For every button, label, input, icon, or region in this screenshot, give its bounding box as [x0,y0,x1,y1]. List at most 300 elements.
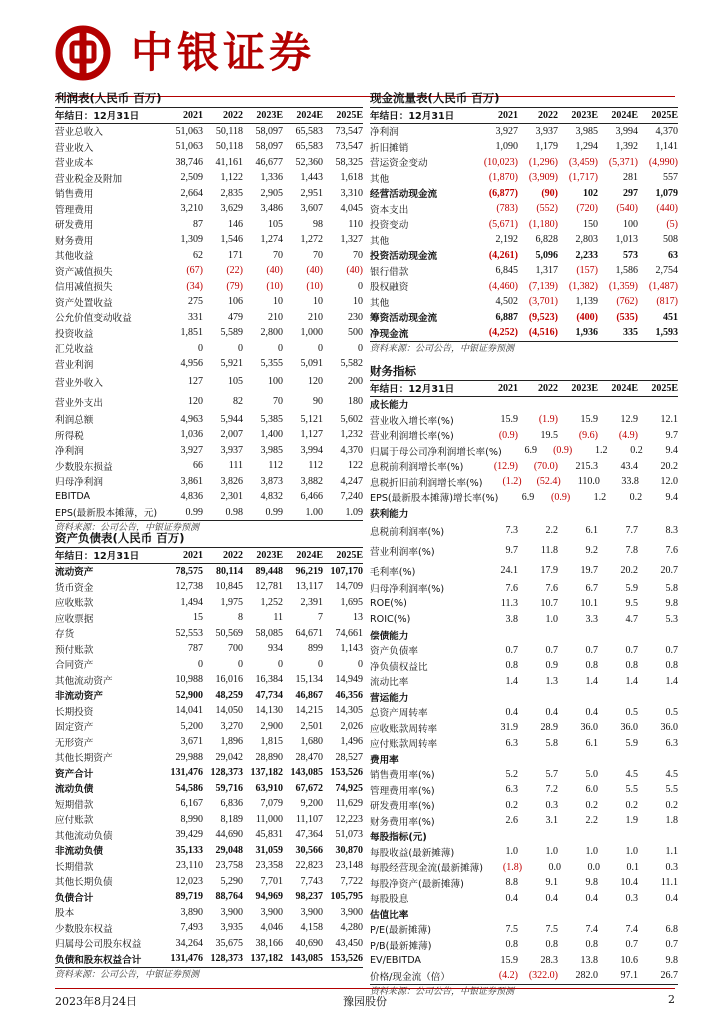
cell-value: 65,583 [295,141,323,153]
table-title: 现金流量表(人民币 百万) [370,90,678,108]
cell-value: 8.8 [505,877,518,889]
row-label: P/E(最新摊薄) [370,925,431,937]
cell-value: 52,553 [175,627,203,639]
cell-value: 230 [348,311,363,323]
column-header-year: 2023E [256,549,283,561]
cell-value: 5,290 [220,875,243,887]
column-header-year: 2021 [498,109,518,121]
cell-value: (1.8) [502,861,523,873]
cell-value: 7,722 [340,875,363,887]
cell-value: (10) [306,280,323,292]
table-row [370,813,678,829]
cell-value: 0.0 [587,861,601,873]
cell-value: 28,890 [255,751,283,763]
cell-value: 6,466 [300,491,323,503]
row-label: 销售费用率(%) [370,770,435,782]
row-label: EPS(最新股本摊薄)增长率(%) [370,493,499,505]
table-row [370,139,678,155]
cell-value: 63 [668,249,678,261]
row-label: 营业利润增长率(%) [370,431,454,443]
table-row [370,891,678,907]
cell-value: 4,045 [340,203,363,215]
cell-value: (1,382) [568,280,598,292]
cell-value: 9.4 [665,445,678,457]
row-label: 资产减值损失 [55,266,113,278]
table-row [370,922,678,938]
cell-value: 23,110 [175,860,203,872]
table-row [370,428,678,444]
cell-value: 0.0 [548,861,562,873]
cell-value: 1,443 [300,172,323,184]
cell-value: 3,994 [615,125,638,137]
cell-value: 4,280 [340,922,363,934]
cell-value: 29,988 [175,751,203,763]
cell-value: (3,459) [568,156,598,168]
cell-value: 7.3 [505,525,518,536]
cell-value: (5,371) [608,156,638,168]
row-label: 无形资产 [55,737,94,749]
cell-value: 1.0 [585,846,598,858]
cell-value: 5,921 [220,358,243,370]
cell-value: 38,166 [255,937,283,949]
cell-value: 45,831 [255,829,283,841]
table-source: 资料来源：公司公告，中银证券预测 [370,341,678,357]
cell-value: 137,182 [250,767,283,779]
row-label: 每股经营现金流(最新摊薄) [370,863,484,875]
table-row [55,765,363,781]
cell-value: 35,133 [175,844,203,856]
cell-value: 2,800 [260,327,283,339]
cell-value: 297 [623,187,638,199]
cell-value: 7.7 [625,525,638,536]
cell-value: (3,909) [528,172,558,184]
table-row [55,392,363,412]
cell-value: 4,502 [495,296,518,308]
cell-value: 26.7 [660,970,678,982]
cell-value: (157) [576,265,598,277]
cell-value: (762) [616,296,638,308]
table-row [370,751,678,767]
cell-value: 5,091 [300,358,323,370]
cell-value: 0.2 [625,799,638,811]
cell-value: 12.1 [660,414,678,426]
row-label: 毛利率(%) [370,566,416,578]
cell-value: (40) [306,265,323,277]
cell-value: 2,007 [220,429,243,441]
cell-value: 29,048 [215,844,243,856]
cell-value: 557 [663,172,678,184]
cell-value: 0 [238,658,243,670]
cell-value: 1,327 [340,234,363,246]
table-row [370,186,678,202]
cell-value: 0.3 [545,799,558,811]
cell-value: 6.3 [505,737,518,749]
cell-value: 0.3 [625,892,638,904]
table-row [55,672,363,688]
cell-value: 1,139 [575,296,598,308]
cell-value: 9.8 [665,954,678,966]
table-row [55,124,363,140]
cell-value: 70 [313,249,323,261]
cell-value: 3,937 [220,444,243,456]
cell-value: 52,900 [175,689,203,701]
cell-value: 1,127 [300,429,323,441]
table-row [55,325,363,341]
row-label: 资产负债率 [370,646,418,658]
cell-value: 5.7 [545,768,558,780]
cell-value: 700 [228,643,243,655]
cell-value: 51,063 [175,125,203,137]
cell-value: 96,219 [295,565,323,577]
cell-value: 3,882 [300,475,323,487]
cell-value: 2,233 [575,249,598,261]
cell-value: 30,870 [335,844,363,856]
table-row [55,641,363,657]
cell-value: 0 [198,342,203,354]
column-header-year: 2024E [296,549,323,561]
row-label: 股权融资 [370,282,409,294]
cell-value: 451 [663,311,678,323]
cell-value: 0.7 [585,644,598,656]
cell-value: 70 [353,249,363,261]
cell-value: 46,867 [295,689,323,701]
row-label: 其他流动负债 [55,830,113,842]
cell-value: 1,309 [180,234,203,246]
cell-value: 2,391 [300,596,323,608]
cell-value: 9,200 [300,798,323,810]
cell-value: 9.7 [665,429,678,441]
column-header-label: 年结日：12月31日 [55,551,140,563]
cell-value: 0.4 [545,706,558,718]
cell-value: 5.5 [625,784,638,796]
table-row [55,443,363,459]
cell-value: 2,501 [300,720,323,732]
row-label: 固定资产 [55,722,94,734]
table-row [55,796,363,812]
row-label: 每股指标(元) [370,832,427,844]
cell-value: 50,118 [215,125,243,137]
cell-value: 3,270 [220,720,243,732]
row-label: 少数股东损益 [55,461,113,473]
cell-value: 10.6 [620,954,638,966]
cell-value: 7,493 [180,922,203,934]
cell-value: 6.9 [524,445,537,457]
cell-value: 36.0 [660,722,678,734]
cell-value: 19.5 [540,429,558,441]
cell-value: 98,237 [295,891,323,903]
cell-value: 7,701 [260,875,283,887]
row-label: 研发费用 [55,220,94,232]
cell-value: 112 [308,460,323,472]
cell-value: (322.0) [528,970,558,982]
cell-value: 28.9 [540,722,558,734]
cell-value: 1,336 [260,172,283,184]
row-label: 营业利润 [55,359,94,371]
cell-value: 127 [188,376,203,387]
row-label: 每股净资产(最新摊薄) [370,878,464,890]
row-label: 合同资产 [55,660,94,672]
table-row [370,294,678,310]
cell-value: 153,526 [330,767,363,779]
cell-value: 11.3 [500,598,518,610]
cell-value: 39,429 [175,829,203,841]
cell-value: 3,900 [340,906,363,918]
cell-value: 28.3 [540,954,558,966]
cell-value: 573 [623,249,638,261]
column-header-year: 2023E [571,382,598,394]
cell-value: 5,200 [180,720,203,732]
cell-value: 153,526 [330,953,363,965]
cell-value: 210 [308,311,323,323]
table-row [370,798,678,814]
cell-value: 0.7 [665,644,678,656]
row-label: 应付账款 [55,815,94,827]
cell-value: 500 [348,327,363,339]
table-row [370,720,678,736]
cell-value: 7.4 [585,923,598,935]
row-label: 财务费用 [55,235,94,247]
cell-value: 89,719 [175,891,203,903]
cell-value: 2.2 [545,525,558,536]
cell-value: 1,000 [300,327,323,339]
cell-value: 8,189 [220,813,243,825]
cell-value: 1,494 [180,596,203,608]
cell-value: 1.0 [625,846,638,858]
row-label: 管理费用 [55,204,94,216]
cell-value: 4,247 [340,475,363,487]
cell-value: 5,121 [300,413,323,425]
table-row [55,505,363,521]
table-row [370,263,678,279]
cell-value: 19.7 [580,565,598,576]
cell-value: 80,114 [216,565,243,577]
cell-value: 1,013 [615,234,638,246]
table-row [55,688,363,704]
cell-value: 107,170 [330,565,363,577]
column-header-year: 2023E [256,109,283,121]
row-label: 所得税 [55,430,84,442]
cell-value: 3,937 [535,125,558,137]
table-row [55,564,363,580]
table-row [55,905,363,921]
row-label: 营业外支出 [55,397,103,409]
cell-value: 47,734 [255,689,283,701]
table-row [370,170,678,186]
footer-company: 豫园股份 [343,995,387,1008]
cell-value: 1.4 [625,675,638,687]
table-row [370,474,678,490]
cell-value: 14,949 [335,674,363,686]
row-label: 公允价值变动收益 [55,313,132,325]
cell-value: (4.9) [618,429,638,441]
cell-value: 0 [358,280,363,292]
cell-value: (1,359) [608,280,638,292]
cell-value: 74,661 [335,627,363,639]
cell-value: 6.1 [585,737,598,749]
cell-value: 1,143 [340,643,363,655]
row-label: EBITDA [55,491,91,503]
cell-value: 0.5 [665,706,678,718]
table-row [55,139,363,155]
cell-value: 52,360 [295,156,323,168]
table-row [370,443,678,459]
row-label: 管理费用率(%) [370,785,435,797]
cell-value: 3,927 [495,125,518,137]
cell-value: 2.2 [585,815,598,827]
cell-value: 1,392 [615,141,638,153]
table-row [55,186,363,202]
cell-value: 1,896 [220,736,243,748]
cell-value: 1,695 [340,596,363,608]
row-label: 其他收益 [55,251,94,263]
table-row [55,781,363,797]
cell-value: 63,910 [255,782,283,794]
cell-value: 0.8 [505,660,518,672]
cell-value: 105 [268,218,283,230]
table-row [55,734,363,750]
table-source: 资料来源：公司公告，中银证券预测 [55,520,363,536]
cell-value: 10 [273,296,283,308]
cell-value: 40,690 [295,937,323,949]
cell-value: 30,566 [295,844,323,856]
cell-value: 28,527 [335,751,363,763]
cell-value: 1,179 [535,141,558,153]
cell-value: 7.2 [545,784,558,796]
cell-value: 137,182 [250,953,283,965]
cell-value: 3,985 [260,444,283,456]
cell-value: 110.0 [577,476,600,488]
column-header-year: 2025E [651,109,678,121]
row-label: 息税前利润率(%) [370,526,445,538]
cell-value: 65,583 [295,125,323,137]
row-label: 货币资金 [55,582,94,594]
table-row [370,937,678,953]
cell-value: 1.2 [594,445,608,457]
cell-value: 1.4 [665,675,678,687]
cell-value: 4.5 [665,768,678,780]
table-row [55,294,363,310]
cell-value: 0.7 [625,644,638,656]
cell-value: 10,845 [215,581,243,593]
cell-value: 2,754 [655,265,678,277]
row-label: 股本 [55,908,75,920]
cell-value: (22) [226,265,243,277]
cell-value: 281 [623,172,638,184]
table-row [370,412,678,428]
cell-value: 13,117 [295,581,323,593]
cell-value: 87 [193,218,203,230]
cell-value: 1.9 [625,815,638,827]
cell-value: 48,259 [215,689,243,701]
row-label: 总资产周转率 [370,708,428,720]
cell-value: 12,738 [175,581,203,593]
cell-value: 120 [188,396,203,407]
page-footer [55,988,675,1008]
cell-value: 12,781 [255,581,283,593]
table-row [370,596,678,612]
row-label: 净利润 [370,127,399,139]
row-label: P/B(最新摊薄) [370,940,432,952]
cell-value: 0.8 [665,660,678,672]
cell-value: 2,192 [495,234,518,246]
table-row [55,170,363,186]
cell-value: 0 [318,342,323,354]
table-row [55,626,363,642]
cell-value: 210 [268,311,283,323]
table-row [370,658,678,674]
column-header-year: 2021 [498,382,518,394]
table-row [55,341,363,357]
table-row [55,263,363,279]
cell-value: 0 [278,342,283,354]
cell-value: 0 [358,342,363,354]
cell-value: 38,746 [175,156,203,168]
row-label: 获利能力 [370,508,409,520]
cell-value: 14,305 [335,705,363,717]
cell-value: (9,523) [528,311,558,323]
table-row [55,217,363,233]
cell-value: 479 [228,311,243,323]
table-row [55,279,363,295]
row-label: 应收账款 [55,598,94,610]
cell-value: (4.2) [498,970,518,982]
cell-value: 6.9 [521,491,535,503]
column-header-year: 2024E [296,109,323,121]
cell-value: 110 [348,218,363,230]
cell-value: 1,618 [340,172,363,184]
row-label: 营业利润率(%) [370,546,435,558]
cell-value: 331 [188,311,203,323]
table-row [55,458,363,474]
cell-value: 6.3 [505,784,518,796]
cell-value: 20.2 [620,565,638,576]
column-header-year: 2022 [223,549,243,561]
cell-value: 4,832 [260,491,283,503]
row-label: 营业成本 [55,158,94,170]
cell-value: (1.2) [502,476,522,488]
cell-value: 5,385 [260,413,283,425]
cell-value: (5,671) [488,218,518,230]
cell-value: 0.8 [505,939,518,951]
row-label: 长期借款 [55,861,94,873]
cell-value: 1.0 [545,613,558,625]
cell-value: 10 [313,296,323,308]
page-header [55,25,675,97]
column-header-label: 年结日：12月31日 [55,111,140,123]
cell-value: 31,059 [255,844,283,856]
table-row [370,201,678,217]
cell-value: 275 [188,296,203,308]
table-row [55,232,363,248]
cell-value: 128,373 [210,767,243,779]
cell-value: 7.8 [625,545,638,556]
cell-value: 90 [313,396,323,407]
cell-value: (10) [266,280,283,292]
cell-value: (552) [536,203,558,215]
cell-value: 47,364 [295,829,323,841]
cell-value: 335 [623,327,638,339]
column-header-year: 2025E [651,382,678,394]
row-label: 费用率 [370,754,399,766]
cell-value: 5.9 [625,582,638,594]
cell-value: 0.4 [505,892,518,904]
cell-value: 16,384 [255,674,283,686]
row-label: 成长能力 [370,400,409,412]
row-label: 银行借款 [370,266,409,278]
cell-value: 12.9 [620,414,638,426]
cell-value: 7,743 [300,875,323,887]
cell-value: (4,460) [488,280,518,292]
